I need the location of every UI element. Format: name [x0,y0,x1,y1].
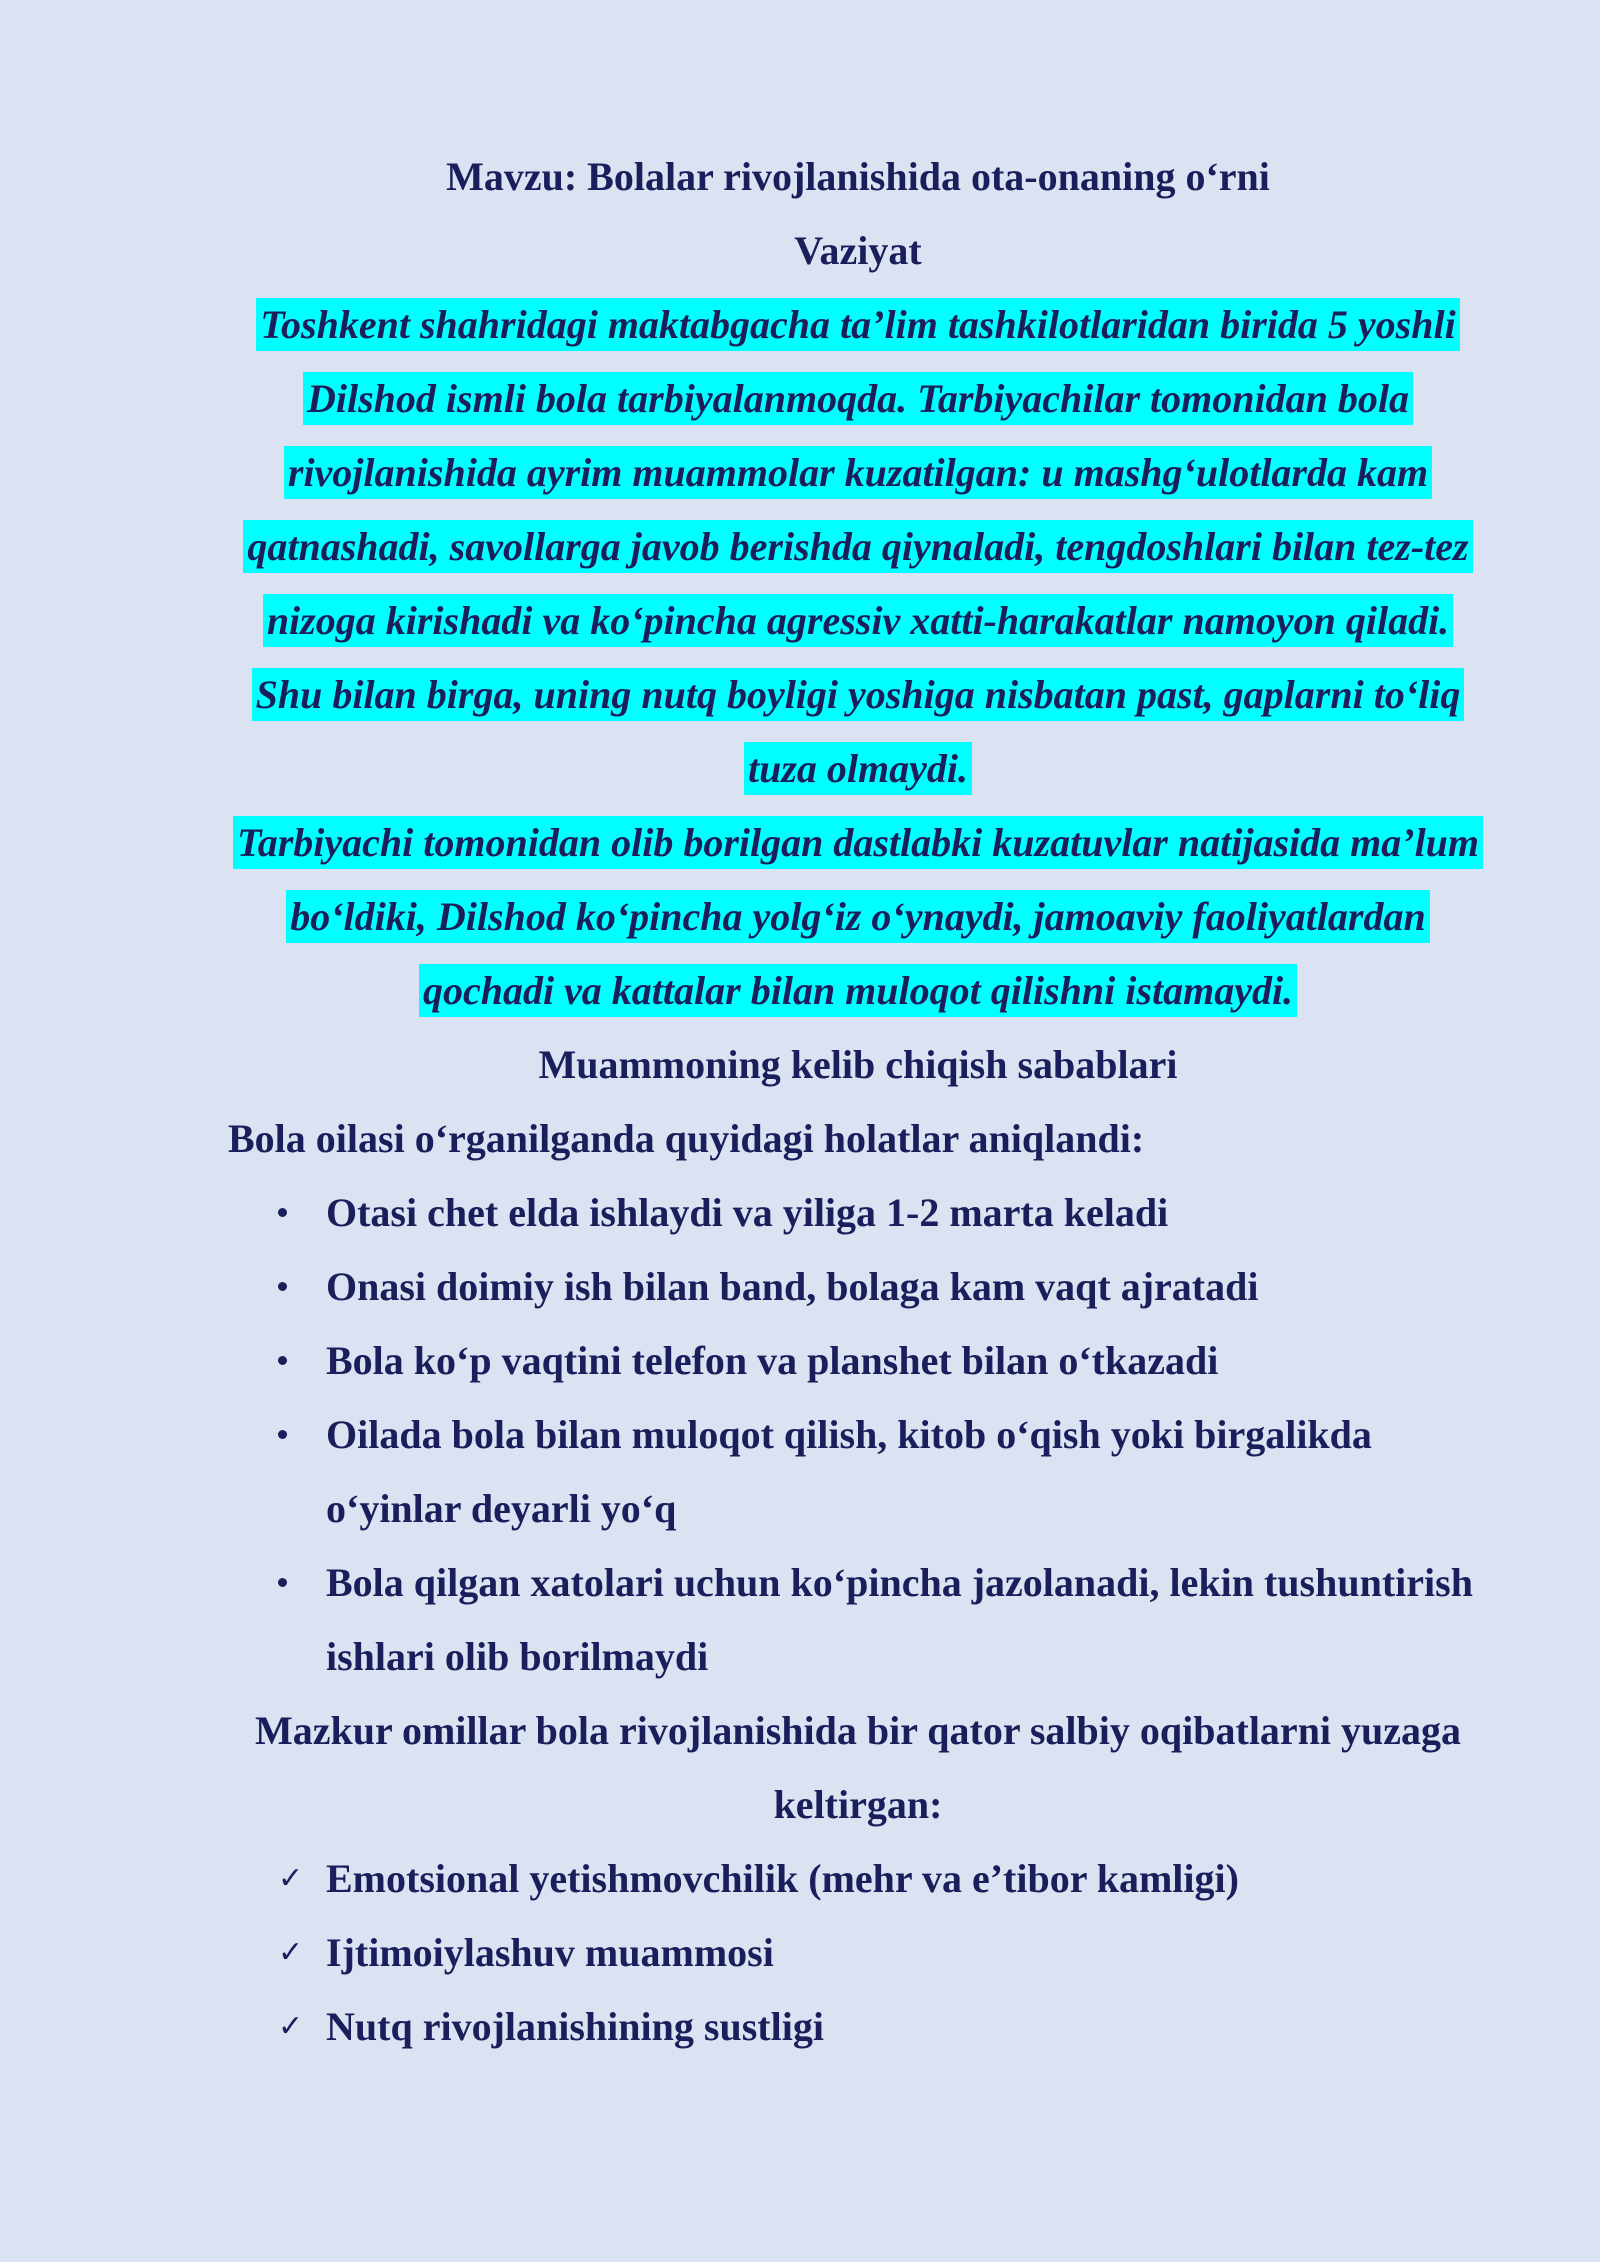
list-item-text: Oilada bola bilan muloqot qilish, kitob o‘qish yoki birgalikda o‘yinlar deyarli yo‘q [326,1412,1372,1531]
document-page [228,140,1488,2064]
bullet-icon [278,1208,287,1217]
list-item-text: Otasi chet elda ishlaydi va yiliga 1-2 marta keladi [326,1190,1169,1235]
checkmark-icon: ✓ [278,1936,304,1969]
list-item-text: Nutq rivojlanishining sustligi [326,2004,824,2049]
consequences-list [228,1842,1488,2064]
section-heading-case: Vaziyat [794,228,922,273]
bullet-icon [278,1578,287,1587]
list-item-text: Onasi doimiy ish bilan band, bolaga kam vaqt ajratadi [326,1264,1259,1309]
bullet-icon [278,1356,287,1365]
consequences-intro: Mazkur omillar bola rivojlanishida bir qator salbiy oqibatlarni yuzaga keltirgan: [254,1708,1462,1827]
list-item [228,1250,1488,1324]
list-item-text: Bola qilgan xatolari uchun ko‘pincha jazolanadi, lekin tushuntirish ishlari olib borilmaydi [326,1560,1473,1679]
section-heading-causes: Muammoning kelib chiqish sabablari [538,1042,1178,1087]
case-paragraph-1 [228,288,1488,806]
list-item [228,1842,1488,1916]
list-item [228,1398,1488,1546]
highlighted-text: Toshkent shahridagi maktabgacha ta’lim tashkilotlaridan birida 5 yoshli Dilshod ismli bola tarbiyalanmoqda. Tarbiyachilar tomonidan bola rivojlanishida ayrim muammolar kuzatilgan: u mashg‘ulotlarda kam qatnashadi, savollarga javob berishda qiynaladi, tengdoshlari bilan tez-tez nizoga kirishadi va ko‘pincha agressiv xatti-harakatlar namoyon qiladi. Shu bilan birga, uning nutq boyligi yoshiga nisbatan past, gaplarni to‘liq tuza olmaydi. [243,298,1472,795]
checkmark-icon: ✓ [278,1862,304,1895]
list-item [228,1990,1488,2064]
family-findings-list [228,1176,1488,1694]
list-item-text: Emotsional yetishmovchilik (mehr va e’tibor kamligi) [326,1856,1239,1901]
list-item [228,1916,1488,1990]
family-intro: Bola oilasi o‘rganilganda quyidagi holatlar aniqlandi: [228,1116,1145,1161]
list-item [228,1324,1488,1398]
list-item-text: Ijtimoiylashuv muammosi [326,1930,774,1975]
list-item [228,1546,1488,1694]
case-paragraph-2 [228,806,1488,1028]
document-title: Mavzu: Bolalar rivojlanishida ota-onaning o‘rni [446,154,1270,199]
list-item [228,1176,1488,1250]
bullet-icon [278,1430,287,1439]
checkmark-icon: ✓ [278,2010,304,2043]
list-item-text: Bola ko‘p vaqtini telefon va planshet bilan o‘tkazadi [326,1338,1219,1383]
highlighted-text: Tarbiyachi tomonidan olib borilgan dastlabki kuzatuvlar natijasida ma’lum bo‘ldiki, Dilshod ko‘pincha yolg‘iz o‘ynaydi, jamoaviy faoliyatlardan qochadi va kattalar bilan muloqot qilishni istamaydi. [233,816,1483,1017]
bullet-icon [278,1282,287,1291]
